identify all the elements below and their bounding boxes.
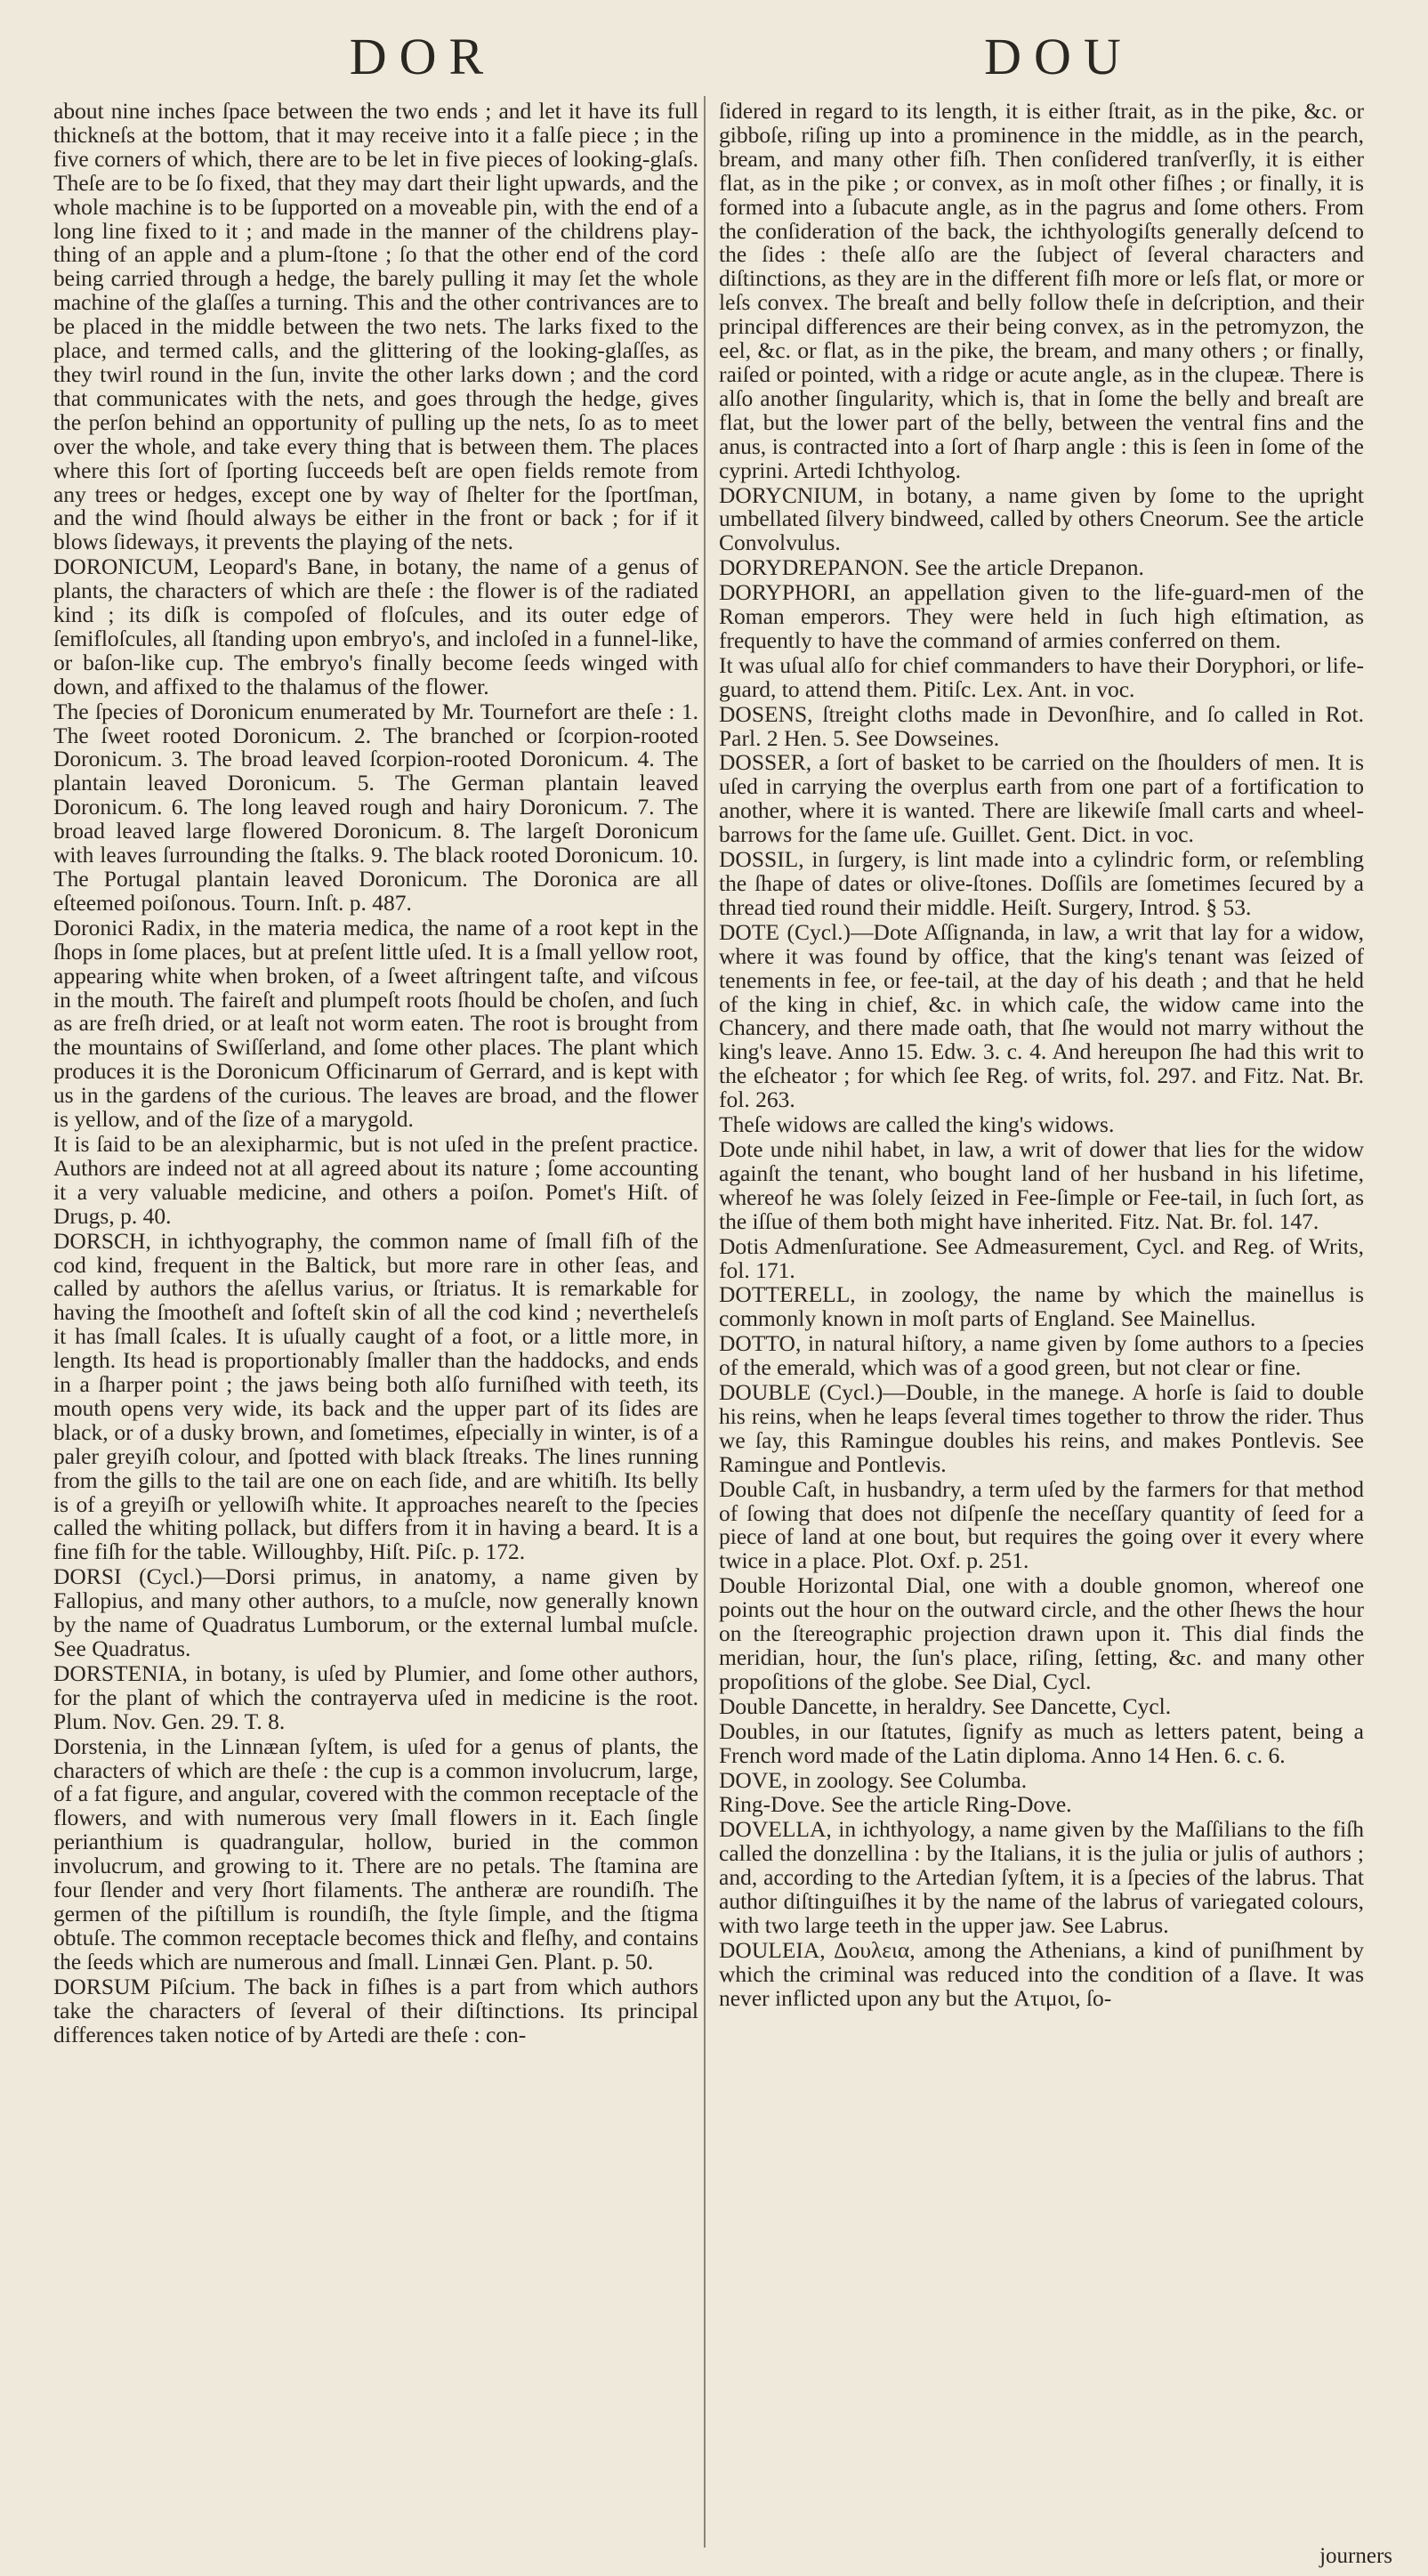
entry-paragraph: It was uſual alſo for chief commanders to have their Doryphori, or life-guard, to attend them. Pitiſc. Lex. Ant. in voc. (719, 651, 1364, 702)
entry-paragraph: ſidered in regard to its length, it is either ſtrait, as in the pike, &c. or gibboſe, riſing up into a prominence in the middle, as in the pearch, bream, and many other fiſh. Then conſidered tranſverſly, it is either flat, as in the pike ; or convex, as in moſt other fiſhes ; or finally, it is formed into a ſubacute angle, as in the pagrus and ſome others. From the conſideration of the back, the ichthyologiſts generally deſcend to the ſides : theſe alſo are the ſubject of ſeveral characters and diſtinctions, as they are in the different fiſh more or leſs flat, or more or leſs convex. The breaſt and belly follow theſe in deſcription, and their principal differences are their being convex, as in the petromyzon, the eel, &c. or flat, as in the pike, the bream, and many others ; or finally, raiſed or pointed, with a ridge or acute angle, as in the clupeæ. There is alſo another ſingularity, which is, that in ſome the belly and breaſt are flat, but the lower part of the belly, between the ventral fins and the anus, is contracted into a ſort of ſharp angle : this is ſeen in ſome of the cyprini. Artedi Ichthyolog. (719, 98, 1364, 483)
left-column (53, 100, 698, 2047)
entry-paragraph: It is ſaid to be an alexipharmic, but is not uſed in the preſent practice. Authors are indeed not at all agreed about its nature ; ſome accounting it a very valuable medicine, and others a poiſon. Pomet's Hiſt. of Drugs, p. 40. (53, 1130, 698, 1229)
entry-paragraph: DOSSER, a ſort of basket to be carried on the ſhoulders of men. It is uſed in carrying the overplus earth from one part of a fortification to another, where it is wanted. There are likewiſe ſmall carts and wheel-barrows for the ſame uſe. Guillet. Gent. Dict. in voc. (719, 749, 1364, 848)
entry-paragraph: DORYDREPANON. See the article Drepanon. (719, 554, 1144, 581)
entry-paragraph: Dotis Admenſuratione. See Admeasurement, Cycl. and Reg. of Writs, fol. 171. (719, 1232, 1364, 1283)
entry-paragraph: Ring-Dove. See the article Ring-Dove. (719, 1791, 1072, 1818)
entry-paragraph: DORSI (Cycl.)—Dorsi primus, in anatomy, a name given by Fallopius, and many other authors, to a muſcle, now generally known by the name of Quadratus Lumborum, or the external lumbal muſcle. See Quadratus. (53, 1563, 698, 1661)
entry-paragraph: about nine inches ſpace between the two ends ; and let it have its full thickneſs at the bottom, that it may receive into it a falſe piece ; in the five corners of which, there are to be let in five pieces of looking-glaſs. Theſe are to be ſo fixed, that they may dart their light upwards, and the whole machine is to be ſupported on a moveable pin, with the end of a long line fixed to it ; and made in the manner of the childrens play-thing of an apple and a plum-ſtone ; ſo that the other end of the cord being carried through a hedge, the barely pulling it may ſet the whole machine of the glaſſes a turning. This and the other contrivances are to be placed in the middle between the two nets. The larks fixed to the place, and termed calls, and the glittering of the looking-glaſſes, as they twirl round in the ſun, invite the other larks down ; and the cord that communicates with the nets, and goes through the hedge, gives the perſon behind an opportunity of pulling up the nets, ſo as to meet over the whole, and take every thing that is between them. The places where this ſort of ſporting ſucceeds beſt are open fields remote from any trees or hedges, except one by way of ſhelter for the ſportſman, and the wind ſhould always be either in the front or back ; for if it blows ſideways, it prevents the playing of the nets. (53, 98, 698, 555)
entry-paragraph: Double Dancette, in heraldry. See Dancette, Cycl. (719, 1692, 1172, 1719)
entry-paragraph: DORSTENIA, in botany, is uſed by Plumier, and ſome other authors, for the plant of which the contrayerva uſed in medicine is the root. Plum. Nov. Gen. 29. T. 8. (53, 1659, 698, 1734)
entry-paragraph: DOTTO, in natural hiſtory, a name given by ſome authors to a ſpecies of the emerald, which was of a good green, but not clear or fine. (719, 1330, 1364, 1381)
entry-paragraph: DOSSIL, in ſurgery, is lint made into a cylindric form, or reſembling the ſhape of dates or olive-ſtones. Doſſils are ſometimes ſecured by a thread tied round their middle. Heiſt. Surgery, Introd. § 53. (719, 846, 1364, 920)
entry-paragraph: DOSENS, ſtreight cloths made in Devonſhire, and ſo called in Rot. Parl. 2 Hen. 5. See Dowseines. (719, 700, 1364, 751)
entry-paragraph: Double Caſt, in husbandry, a term uſed by the farmers for that method of ſowing that does not diſpenſe the neceſſary quantity of ſeed for a piece of land at one bout, but requires the going over it every where twice in a place. Plot. Oxf. p. 251. (719, 1475, 1364, 1574)
entry-paragraph: Double Horizontal Dial, one with a double gnomon, whereof one points out the hour on the outward circle, and the other ſhews the hour on the ſtereographic projection drawn upon it. This dial finds the meridian, hour, the ſun's place, riſing, ſetting, &c. and many other propoſitions of the globe. See Dial, Cycl. (719, 1572, 1364, 1694)
column-rule (704, 96, 706, 2548)
entry-paragraph: DORYCNIUM, in botany, a name given by ſome to the upright umbellated ſilvery bindweed, called by others Cneorum. See the article Convolvulus. (719, 481, 1364, 556)
catchword: journers (1319, 2544, 1392, 2568)
running-head-right: DOU (984, 28, 1134, 85)
entry-paragraph: DORSCH, in ichthyography, the common name of ſmall fiſh of the cod kind, frequent in the Baltick, but more rare in other ſeas, and called by authors the aſellus varius, or ſtriatus. It is remarkable for having the ſmootheſt and ſofteſt skin of all the cod kind ; nevertheleſs it has ſmall ſcales. It is uſually caught of a foot, or a little more, in length. Its head is proportionably ſmaller than the haddocks, and ends in a ſharper point ; the jaws being both alſo furniſhed with teeth, its mouth opens very wide, its back and the upper part of its ſides are black, or of a dusky brown, and ſometimes, eſpecially in winter, is of a paler greyiſh colour, and ſpotted with black ſtreaks. The lines running from the gills to the tail are one on each ſide, and are whitiſh. Its belly is of a greyiſh or yellowiſh white. It approaches neareſt to the ſpecies called the whiting pollack, but differs from it in having a beard. It is a fine fiſh for the table. Willoughby, Hiſt. Piſc. p. 172. (53, 1227, 698, 1565)
entry-paragraph: DOULEIA, Δουλεια, among the Athenians, a kind of puniſhment by which the criminal was reduced into the condition of a ſlave. It was never inflicted upon any but the Ατιμοι, ſo- (719, 1936, 1364, 2011)
entry-paragraph: Doronici Radix, in the materia medica, the name of a root kept in the ſhops in ſome places, but at preſent little uſed. It is a ſmall yellow root, appearing white when broken, of a ſweet aſtringent taſte, and viſcous in the mouth. The faireſt and plumpeſt roots ſhould be choſen, and ſuch as are freſh dried, or at leaſt not worm eaten. The root is brought from the mountains of Swiſſerland, and ſome other places. The plant which produces it is the Doronicum Officinarum of Gerrard, and is kept with us in the gardens of the curious. The leaves are broad, and the flower is yellow, and of the ſize of a marygold. (53, 914, 698, 1133)
entry-paragraph: DOTE (Cycl.)—Dote Aſſignanda, in law, a writ that lay for a widow, where it was found by office, that the king's tenant was ſeized of tenements in fee, or fee-tail, at the day of his death ; and that he held of the king in chief, &c. in which caſe, the widow came into the Chancery, and there made oath, that ſhe would not marry without the king's leave. Anno 15. Edw. 3. c. 4. And hereupon ſhe had this writ to the eſcheator ; for which ſee Reg. of writs, fol. 297. and Fitz. Nat. Br. fol. 263. (719, 918, 1364, 1113)
entry-paragraph: DORYPHORI, an appellation given to the life-guard-men of the Roman emperors. They were held in ſuch high eſtimation, as frequently to have the command of armies conferred on them. (719, 579, 1364, 653)
entry-paragraph: DOUBLE (Cycl.)—Double, in the manege. A horſe is ſaid to double his reins, when he leaps ſeveral times together to throw the rider. Thus we ſay, this Ramingue doubles his reins, and makes Pontlevis. See Ramingue and Pontlevis. (719, 1379, 1364, 1477)
entry-paragraph: DORSUM Piſcium. The back in fiſhes is a part from which authors take the characters of ſeveral of their diſtinctions. Its principal differences taken notice of by Artedi are theſe : con- (53, 1973, 698, 2047)
entry-paragraph: Dorstenia, in the Linnæan ſyſtem, is uſed for a genus of plants, the characters of which are theſe : the cup is a common involucrum, large, of a fat figure, and angular, covered with the common receptacle of the flowers, and with numerous very ſmall flowers in it. Each ſingle perianthium is quadrangular, hollow, buried in the common involucrum, and growing to it. There are no petals. The ſtamina are four ſlender and very ſhort filaments. The antheræ are roundiſh. The germen of the piſtillum is roundiſh, the ſtyle ſimple, and the ſtigma obtuſe. The common receptacle becomes thick and fleſhy, and contains the ſeeds which are numerous and ſmall. Linnæi Gen. Plant. p. 50. (53, 1732, 698, 1974)
right-column (719, 100, 1364, 2012)
running-head-left: DOR (349, 28, 496, 85)
entry-paragraph: DOVE, in zoology. See Columba. (719, 1766, 1028, 1793)
entry-paragraph: DOTTERELL, in zoology, the name by which the mainellus is commonly known in moſt parts of England. See Mainellus. (719, 1281, 1364, 1332)
entry-paragraph: DOVELLA, in ichthyology, a name given by the Maſſilians to the fiſh called the donzellina : by the Italians, it is the julia or julis of authors ; and, according to the Artedian ſyſtem, it is a ſpecies of the labrus. That author diſtinguiſhes it by the name of the labrus of variegated colours, with two large teeth in the upper jaw. See Labrus. (719, 1816, 1364, 1938)
entry-paragraph: Theſe widows are called the king's widows. (719, 1111, 1115, 1138)
entry-paragraph: Doubles, in our ſtatutes, ſignify as much as letters patent, being a French word made of the Latin diploma. Anno 14 Hen. 6. c. 6. (719, 1717, 1364, 1768)
entry-paragraph: DORONICUM, Leopard's Bane, in botany, the name of a genus of plants, the characters of which are theſe : the flower is of the radiated kind ; its diſk is compoſed of floſcules, and its outer edge of ſemifloſcules, all ſtanding upon embryo's, and incloſed in a funnel-like, or baſon-like cup. The embryo's finally become ſeeds winged with down, and affixed to the thalamus of the flower. (53, 553, 698, 699)
entry-paragraph: The ſpecies of Doronicum enumerated by Mr. Tournefort are theſe : 1. The ſweet rooted Doronicum. 2. The branched or ſcorpion-rooted Doronicum. 3. The broad leaved ſcorpion-rooted Doronicum. 4. The plantain leaved Doronicum. 5. The German plantain leaved Doronicum. 6. The long leaved rough and hairy Doronicum. 7. The broad leaved large flowered Doronicum. 8. The largeſt Doronicum with leaves ſurrounding the ſtalks. 9. The black rooted Doronicum. 10. The Portugal plantain leaved Doronicum. The Doronica are all eſteemed poiſonous. Tourn. Inſt. p. 487. (53, 698, 698, 916)
entry-paragraph: Dote unde nihil habet, in law, a writ of dower that lies for the widow againſt the tenant, who bought land of her husband in his lifetime, whereof he was ſolely ſeized in Fee-ſimple or Fee-tail, in ſuch ſort, as the iſſue of them both might have inherited. Fitz. Nat. Br. fol. 147. (719, 1135, 1364, 1234)
